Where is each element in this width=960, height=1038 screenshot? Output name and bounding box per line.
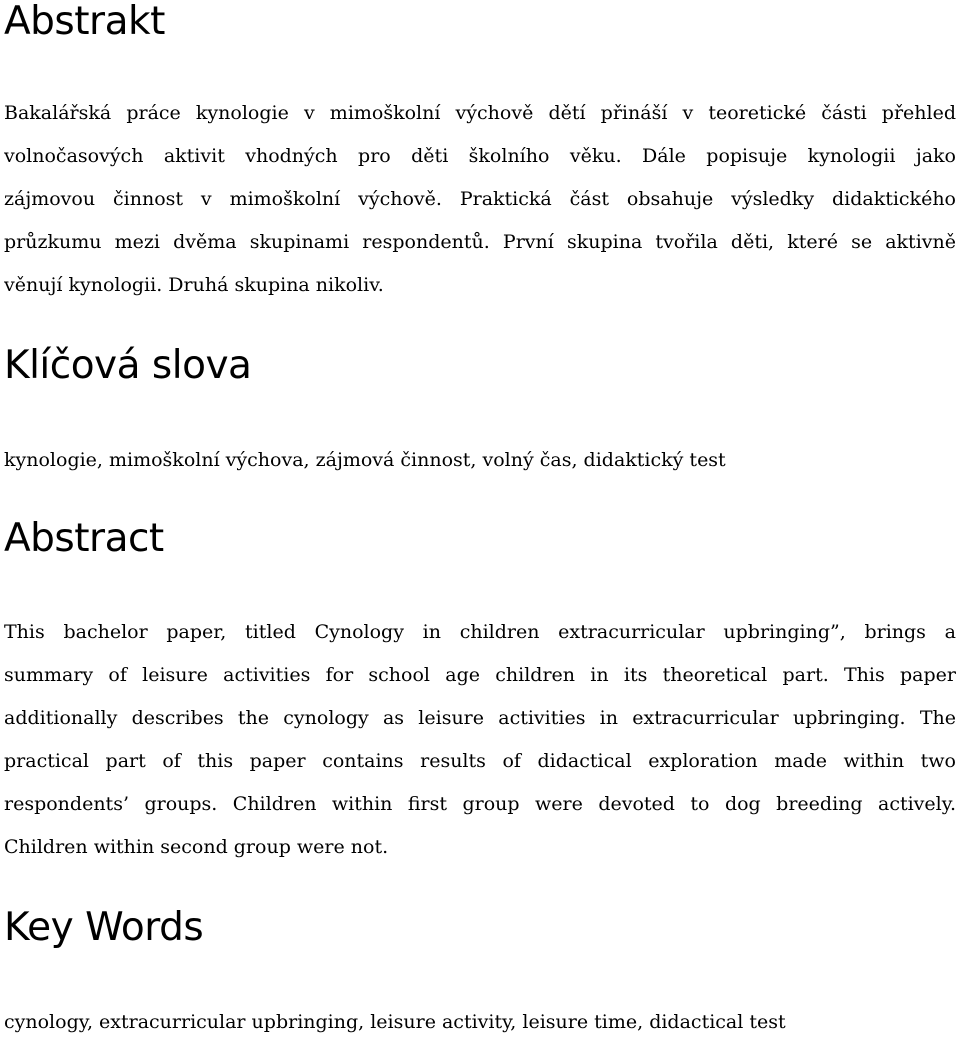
- abstract-line: practical part of this paper contains results of didactical exploration made within two: [4, 750, 956, 772]
- key-words-text: cynology, extracurricular upbringing, leisure activity, leisure time, didactical test: [4, 1011, 786, 1033]
- key-words-heading: Key Words: [4, 905, 204, 950]
- abstrakt-paragraph: [4, 92, 956, 307]
- abstrakt-line: věnují kynologii. Druhá skupina nikoliv.: [4, 274, 384, 296]
- abstract-heading: Abstract: [4, 516, 164, 561]
- abstrakt-line: Bakalářská práce kynologie v mimoškolní výchově dětí přináší v teoretické části přehled: [4, 102, 956, 124]
- abstract-line: This bachelor paper, titled Cynology in children extracurricular upbringing”, brings a: [4, 621, 956, 643]
- klicova-slova-text: kynologie, mimoškolní výchova, zájmová činnost, volný čas, didaktický test: [4, 449, 726, 471]
- abstract-line: Children within second group were not.: [4, 836, 389, 858]
- abstrakt-line: zájmovou činnost v mimoškolní výchově. Praktická část obsahuje výsledky didaktického: [4, 188, 956, 210]
- abstract-line: additionally describes the cynology as leisure activities in extracurricular upbringing. The: [4, 707, 956, 729]
- abstrakt-heading: Abstrakt: [4, 0, 165, 44]
- abstract-line: respondents’ groups. Children within first group were devoted to dog breeding actively.: [4, 793, 956, 815]
- klicova-slova-heading: Klíčová slova: [4, 343, 252, 388]
- abstrakt-line: volnočasových aktivit vhodných pro děti školního věku. Dále popisuje kynologii jako: [4, 145, 956, 167]
- abstrakt-line: průzkumu mezi dvěma skupinami respondentů. První skupina tvořila děti, které se aktivně: [4, 231, 956, 253]
- abstract-line: summary of leisure activities for school age children in its theoretical part. This paper: [4, 664, 956, 686]
- abstract-paragraph: [4, 611, 956, 869]
